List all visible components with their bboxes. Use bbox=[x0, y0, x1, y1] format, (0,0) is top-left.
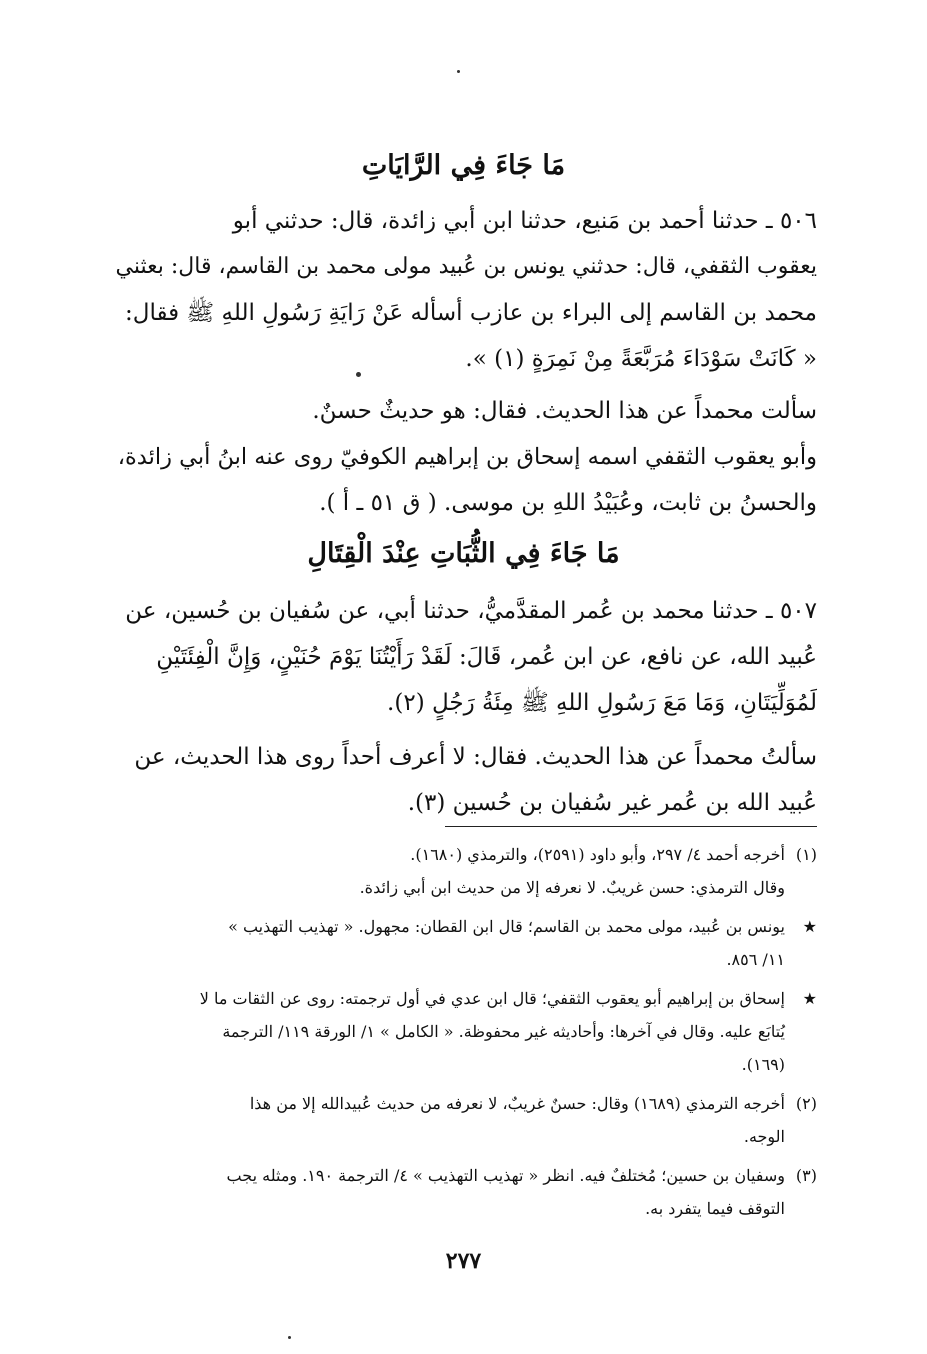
footnote-line: التوقف فيما يتفرد به. bbox=[645, 1199, 785, 1218]
footnote-2 bbox=[110, 1087, 817, 1153]
star-marker: ★ bbox=[802, 917, 817, 936]
text-line: يعقوب الثقفي، قال: حدثني يونس بن عُبيد مولى محمد بن القاسم، قال: بعثني bbox=[115, 254, 817, 279]
hadith-507 bbox=[110, 588, 817, 726]
footnote-line: ١١/ ٨٥٦. bbox=[726, 950, 785, 969]
footnotes bbox=[110, 838, 817, 1225]
footnote-marker: (١) bbox=[795, 845, 817, 864]
footnote-divider bbox=[445, 826, 817, 827]
star-marker: ★ bbox=[802, 989, 817, 1008]
footnote-1 bbox=[110, 838, 817, 904]
text-line: « كَانَتْ سَوْدَاءَ مُرَبَّعَةً مِنْ نَمِرَةٍ (١) ». bbox=[465, 346, 817, 372]
footnote-marker: (٣) bbox=[795, 1166, 817, 1185]
text-line: عُبيد الله بن عُمر غير سُفيان بن حُسين (٣). bbox=[407, 790, 817, 816]
footnote-line: يونس بن عُبيد، مولى محمد بن القاسم؛ قال ابن القطان: مجهول. « تهذيب التهذيب » bbox=[228, 917, 785, 936]
text-line: ٥٠٦ ـ حدثنا أحمد بن مَنيع، حدثنا ابن أبي زائدة، قال: حدثني أبو bbox=[232, 208, 817, 234]
footnote-marker: (٢) bbox=[795, 1094, 817, 1113]
text-line: عُبيد الله، عن نافع، عن ابن عُمر، قَالَ: لَقَدْ رَأَيْتُنَا يَوْمَ حُنَيْنٍ، وَإِنَّ الْفِئَتَيْنِ bbox=[156, 644, 817, 670]
section-heading-banners: مَا جَاءَ فِي الرَّايَاتِ bbox=[361, 150, 566, 181]
footnote-line: الوجه. bbox=[743, 1127, 785, 1146]
footnote-star-1 bbox=[110, 910, 817, 976]
footnote-star-2 bbox=[110, 982, 817, 1081]
footnote-line: وسفيان بن حسين؛ مُختلفٌ فيه. انظر « تهذيب التهذيب » ٤/ الترجمة ١٩٠. ومثله يجب bbox=[226, 1166, 785, 1185]
section-heading-steadfastness: مَا جَاءَ فِي الثُّبَاتِ عِنْدَ الْقِتَالِ bbox=[307, 538, 620, 569]
footnote-line: إسحاق بن إبراهيم أبو يعقوب الثقفي؛ قال ابن عدي في أول ترجمته: روى عن الثقات ما لا bbox=[199, 989, 785, 1008]
footnote-line: أخرجه أحمد ٤/ ٢٩٧، وأبو داود (٢٥٩١)، والترمذي (١٦٨٠). bbox=[410, 845, 785, 864]
footnote-3 bbox=[110, 1159, 817, 1225]
footnote-line: يُتابَع عليه. وقال في آخرها: وأحاديثه غير محفوظة. « الكامل » ١/ الورقة ١١٩/ الترجمة bbox=[222, 1022, 785, 1041]
footnote-line: (١٦٩). bbox=[741, 1055, 785, 1074]
text-line: سألت محمداً عن هذا الحديث. فقال: هو حديثٌ حسنٌ. bbox=[312, 398, 817, 424]
text-line: ٥٠٧ ـ حدثنا محمد بن عُمر المقدَّميُّ، حدثنا أبي، عن سُفيان بن حُسين، عن bbox=[125, 598, 817, 624]
scan-speck bbox=[457, 70, 460, 73]
hadith-506 bbox=[110, 198, 817, 382]
scan-speck bbox=[288, 1336, 291, 1339]
text-line: والحسنُ بن ثابت، وعُبَيْدُ اللهِ بن موسى. ( ق ٥١ ـ أ ). bbox=[319, 490, 817, 516]
text-line: محمد بن القاسم إلى البراء بن عازب أسأله عَنْ رَايَةِ رَسُولِ اللهِ ﷺ فقال: bbox=[125, 300, 817, 326]
footnote-line: أخرجه الترمذي (١٦٨٩) وقال: حسنٌ غريبٌ، لا نعرفه من حديث عُبيدالله إلا من هذا bbox=[249, 1094, 785, 1113]
footnote-line: وقال الترمذي: حسن غريبٌ. لا نعرفه إلا من حديث ابن أبي زائدة. bbox=[359, 878, 785, 897]
commentary-506 bbox=[110, 388, 817, 526]
commentary-507 bbox=[110, 734, 817, 826]
page-number: ٢٧٧ bbox=[445, 1248, 482, 1274]
text-line: وأبو يعقوب الثقفي اسمه إسحاق بن إبراهيم الكوفيّ روى عنه ابنُ أبي زائدة، bbox=[117, 444, 817, 470]
text-line: سألتُ محمداً عن هذا الحديث. فقال: لا أعرف أحداً روى هذا الحديث، عن bbox=[134, 744, 817, 770]
text-line: لَمُوَلِّيَتَانِ، وَمَا مَعَ رَسُولِ اللهِ ﷺ مِئَةُ رَجُلٍ (٢). bbox=[387, 690, 817, 716]
